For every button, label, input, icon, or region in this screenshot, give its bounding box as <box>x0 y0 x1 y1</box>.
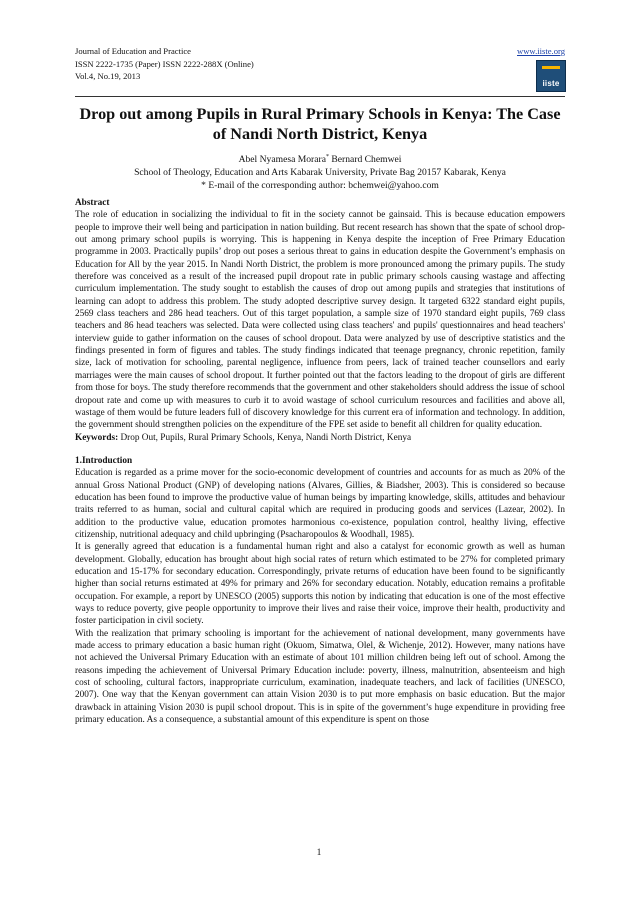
author-affiliation: School of Theology, Education and Arts Kabarak University, Private Bag 20157 Kabarak, Kenya <box>134 167 506 179</box>
journal-url-link[interactable]: www.iiste.org <box>517 46 565 56</box>
author-2: Bernard Chemwei <box>328 154 402 166</box>
author-block <box>75 151 565 192</box>
keywords-line <box>75 432 565 444</box>
logo-accent-bar <box>542 66 560 69</box>
author-email: * E-mail of the corresponding author: bchemwei@yahoo.com <box>201 180 439 192</box>
keywords-label: Keywords: <box>75 432 119 443</box>
journal-issn: ISSN 2222-1735 (Paper) ISSN 2222-288X (Online) <box>75 58 254 69</box>
abstract-text: The role of education in socializing the individual to fit in the society cannot be gainsaid. This is because education empowers people to improve their well being and participation in nation building. But recent research has shown that the spate of school drop-out among primary school pupils is worrying. This is happening in Kenya despite the inception of Free Primary Education programme in 2003. Practically pupils’ drop out poses a serious threat to gains in education despite the Government’s emphasis on Education for All by the year 2015. In Nandi North District, the problem is more pronounced among the primary pupils. The study therefore was conceived as a result of the increased pupil dropout rate in public primary schools causing wastage and affecting curriculum implementation. The study sought to establish the causes of drop out among pupils and strategies that institutions of learning can adopt to address this problem. The study adopted descriptive survey design. It targeted 6322 standard eight pupils, 2569 class teachers and 286 head teachers. Out of this target population, a sample size of 1970 standard eight pupils, 769 class teachers and 86 head teachers was selected. Data were collected using class teachers' and pupils' questionnaires and head teachers' interview guide to gather information on the causes of school dropout. Data were analyzed by use of descriptive statistics and the findings presented in form of figures and tables. The study findings indicated that teenage pregnancy, chronic repetition, family size, lack of motivation for schooling, parental negligence, influence from peers, lack of trained teacher counsellors and early marriages were the main causes of school dropout. It further pointed out that the factors leading to the dropout of girls are different from those for boys. The study therefore recommends that the government and other stakeholders should address the issue of school dropout rate and come up with measures to curb it to avoid wastage of school curriculum resources and facilities and above all, wastage of them would be future leaders full of discovery knowledge for this current era of information and technology. In addition, the government should strengthen policies on the expenditure of the FPE set aside to benefit all children for quality education. <box>75 210 565 431</box>
page-number: 1 <box>316 848 322 858</box>
header-divider <box>75 96 565 97</box>
journal-volume: Vol.4, No.19, 2013 <box>75 71 141 81</box>
section-gap <box>75 444 565 455</box>
intro-paragraph-3: With the realization that primary schooling is important for the achievement of national development, many governments have made access to primary education a basic human right (Okuom, Simatwa, Olel, & Wichenje, 2012). However, many nations have not achieved the Universal Primary Education with an estimate of about 101 million children being left out of school. Among the reasons impeding the achievement of Universal Primary Education include: poverty, illness, malnutrition, absenteeism and high cost of schooling, cultural factors, inappropriate curriculum, examination, inadequate teachers, and lack of facilities (UNESCO, 2007). One way that the Kenyan government can attain Vision 2030 is to put more emphasis on basic education. But the major drawback in attaining Vision 2030 is pupil school dropout. This is in spite of the government’s huge expenditure in providing free primary education. As a consequence, a substantial amount of this expenditure is spent on those <box>75 628 565 726</box>
journal-name: Journal of Education and Practice <box>75 46 191 56</box>
keywords-text: Drop Out, Pupils, Rural Primary Schools, Kenya, Nandi North District, Kenya <box>118 432 412 443</box>
corresponding-mark: * <box>325 154 329 160</box>
logo-text: iiste <box>542 79 560 88</box>
intro-heading: 1.Introduction <box>75 455 133 466</box>
intro-paragraph-1: Education is regarded as a prime mover for the socio-economic development of countries and accounts for as much as 20% of the annual Gross National Product (GNP) of developing nations (Alvares, Gillies, & Biadsher, 2003). This is considered so because education has been found to improve the productive value of human beings by imparting knowledge, skills, attitudes and behaviour traits referred to as human, social and cultural capital which are required in producing goods and services (Lazear, 2002). In addition to the productive value, education promotes harmonious co-existence, population control, healthy living, effective citizenship, nutritional adequacy and child upbringing (Psacharopoulos & Woodhall, 1985). <box>75 468 565 540</box>
iiste-logo <box>536 60 566 92</box>
abstract-heading: Abstract <box>75 198 110 208</box>
author-names <box>75 151 565 166</box>
author-1: Abel Nyamesa Morara <box>238 154 326 166</box>
paper-title: Drop out among Pupils in Rural Primary Schools in Kenya: The Case of Nandi North District, Kenya <box>79 105 561 143</box>
intro-paragraph-2: It is generally agreed that education is a fundamental human right and also a catalyst for economic growth as well as human development. Globally, education has brought about high social rates of return which estimated to be 27% for completed primary education and 15-17% for secondary education. Correspondingly, private returns of education have been found to be significantly higher than social returns estimated at 49% for primary and 26% for secondary education. Notably, education remains a profitable occupation. For example, a report by UNESCO (2005) supports this notion by indicating that education is one of the most effective ways to reduce poverty, give people opportunity to improve their lives and raise their voice, improve their health, productivity and foster participation in civil society. <box>75 542 565 627</box>
journal-header <box>75 45 565 95</box>
paper-body <box>75 197 565 726</box>
